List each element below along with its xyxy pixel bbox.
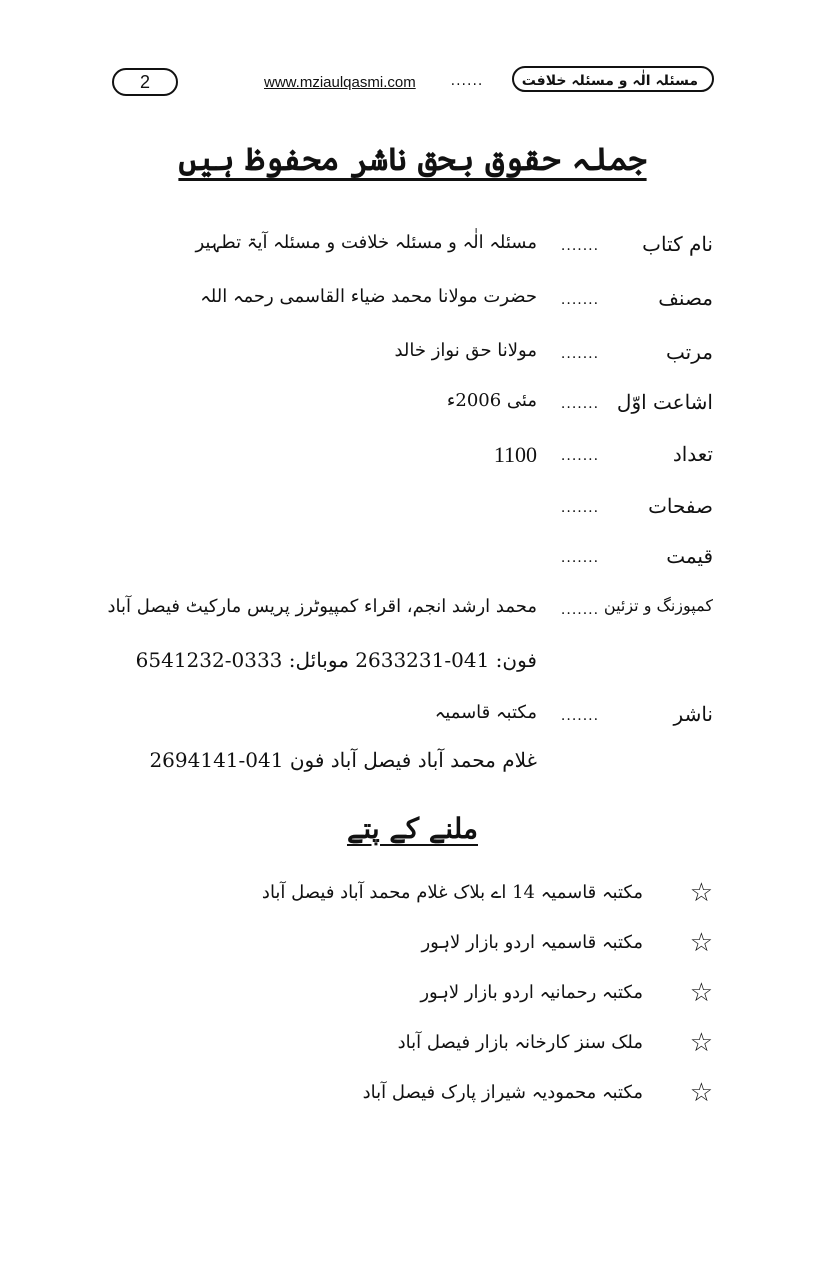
- detail-dots: .......: [560, 346, 600, 362]
- availability-heading-text: ملنے کے پتے: [346, 812, 478, 845]
- address-text: مکتبہ محمودیہ شیراز پارک فیصل آباد: [362, 1082, 643, 1103]
- address-text: ملک سنز کارخانہ بازار فیصل آباد: [397, 1032, 643, 1053]
- star-icon: ☆: [689, 978, 713, 1008]
- copyright-heading-text: جملہ حقوق بحق ناشر محفوظ ہیں: [178, 140, 647, 178]
- detail-label: تعداد: [672, 442, 713, 466]
- book-title: مسئلہ الٰہ و مسئلہ خلافت: [521, 73, 698, 89]
- detail-row-book-name: [0, 232, 825, 266]
- star-icon: ☆: [689, 878, 713, 908]
- detail-dots: .......: [560, 500, 600, 516]
- detail-dots: .......: [560, 550, 600, 566]
- star-icon: ☆: [689, 1078, 713, 1108]
- list-item: [193, 928, 713, 958]
- list-item: [193, 878, 713, 908]
- detail-value: مسئلہ الٰہ و مسئلہ خلافت و مسئلہ آیۃ تطہیر: [195, 232, 537, 253]
- detail-label: قیمت: [666, 544, 713, 568]
- detail-dots: .......: [560, 602, 600, 618]
- detail-row-first-edition: [0, 390, 825, 424]
- detail-dots: .......: [560, 448, 600, 464]
- publisher-address: غلام محمد آباد فیصل آباد فون 041-2694141: [149, 748, 537, 772]
- phone-row: [0, 648, 825, 682]
- list-item: [193, 1028, 713, 1058]
- detail-label: مرتب: [666, 340, 713, 364]
- detail-value: محمد ارشد انجم، اقراء کمپیوٹرز پریس مارکیٹ فیصل آباد: [107, 596, 537, 617]
- phone-numbers: فون: 041-2633231 موبائل: 0333-6541232: [135, 648, 537, 672]
- address-text: مکتبہ قاسمیہ 14 اے بلاک غلام محمد آباد فیصل آباد: [261, 882, 643, 903]
- detail-label: صفحات: [648, 494, 713, 518]
- book-title-dots: ......: [450, 73, 484, 89]
- copyright-heading: [0, 140, 825, 178]
- detail-row-compiler: [0, 340, 825, 374]
- page-number: 2: [112, 68, 178, 96]
- detail-value: 1100: [493, 442, 537, 467]
- detail-dots: .......: [560, 238, 600, 254]
- detail-label: نام کتاب: [642, 232, 713, 256]
- publisher-name: مکتبہ قاسمیہ: [434, 702, 537, 723]
- detail-row-composing: [0, 596, 825, 630]
- star-icon: ☆: [689, 928, 713, 958]
- list-item: [193, 978, 713, 1008]
- detail-dots: .......: [560, 708, 600, 724]
- detail-row-publisher: [0, 702, 825, 736]
- detail-value: حضرت مولانا محمد ضیاء القاسمی رحمہ اللہ: [200, 286, 537, 307]
- detail-row-quantity: [0, 442, 825, 476]
- detail-dots: .......: [560, 396, 600, 412]
- star-icon: ☆: [689, 1028, 713, 1058]
- detail-row-author: [0, 286, 825, 320]
- publisher-address-row: [0, 748, 825, 782]
- detail-row-pages: [0, 494, 825, 528]
- detail-label: کمپوزنگ و تزئین: [603, 596, 713, 615]
- availability-heading: [0, 812, 825, 845]
- page-header: [112, 66, 714, 100]
- website-link[interactable]: www.mziaulqasmi.com: [264, 74, 416, 91]
- detail-value: مولانا حق نواز خالد: [394, 340, 537, 361]
- detail-label: مصنف: [658, 286, 713, 310]
- detail-value: مئی 2006ء: [446, 390, 537, 411]
- publisher-label: ناشر: [673, 702, 713, 726]
- detail-dots: .......: [560, 292, 600, 308]
- detail-label: اشاعت اوّل: [616, 390, 713, 414]
- address-text: مکتبہ قاسمیہ اردو بازار لاہور: [421, 932, 643, 953]
- book-title-badge: [450, 66, 714, 92]
- address-text: مکتبہ رحمانیہ اردو بازار لاہور: [420, 982, 643, 1003]
- list-item: [193, 1078, 713, 1108]
- detail-row-price: [0, 544, 825, 578]
